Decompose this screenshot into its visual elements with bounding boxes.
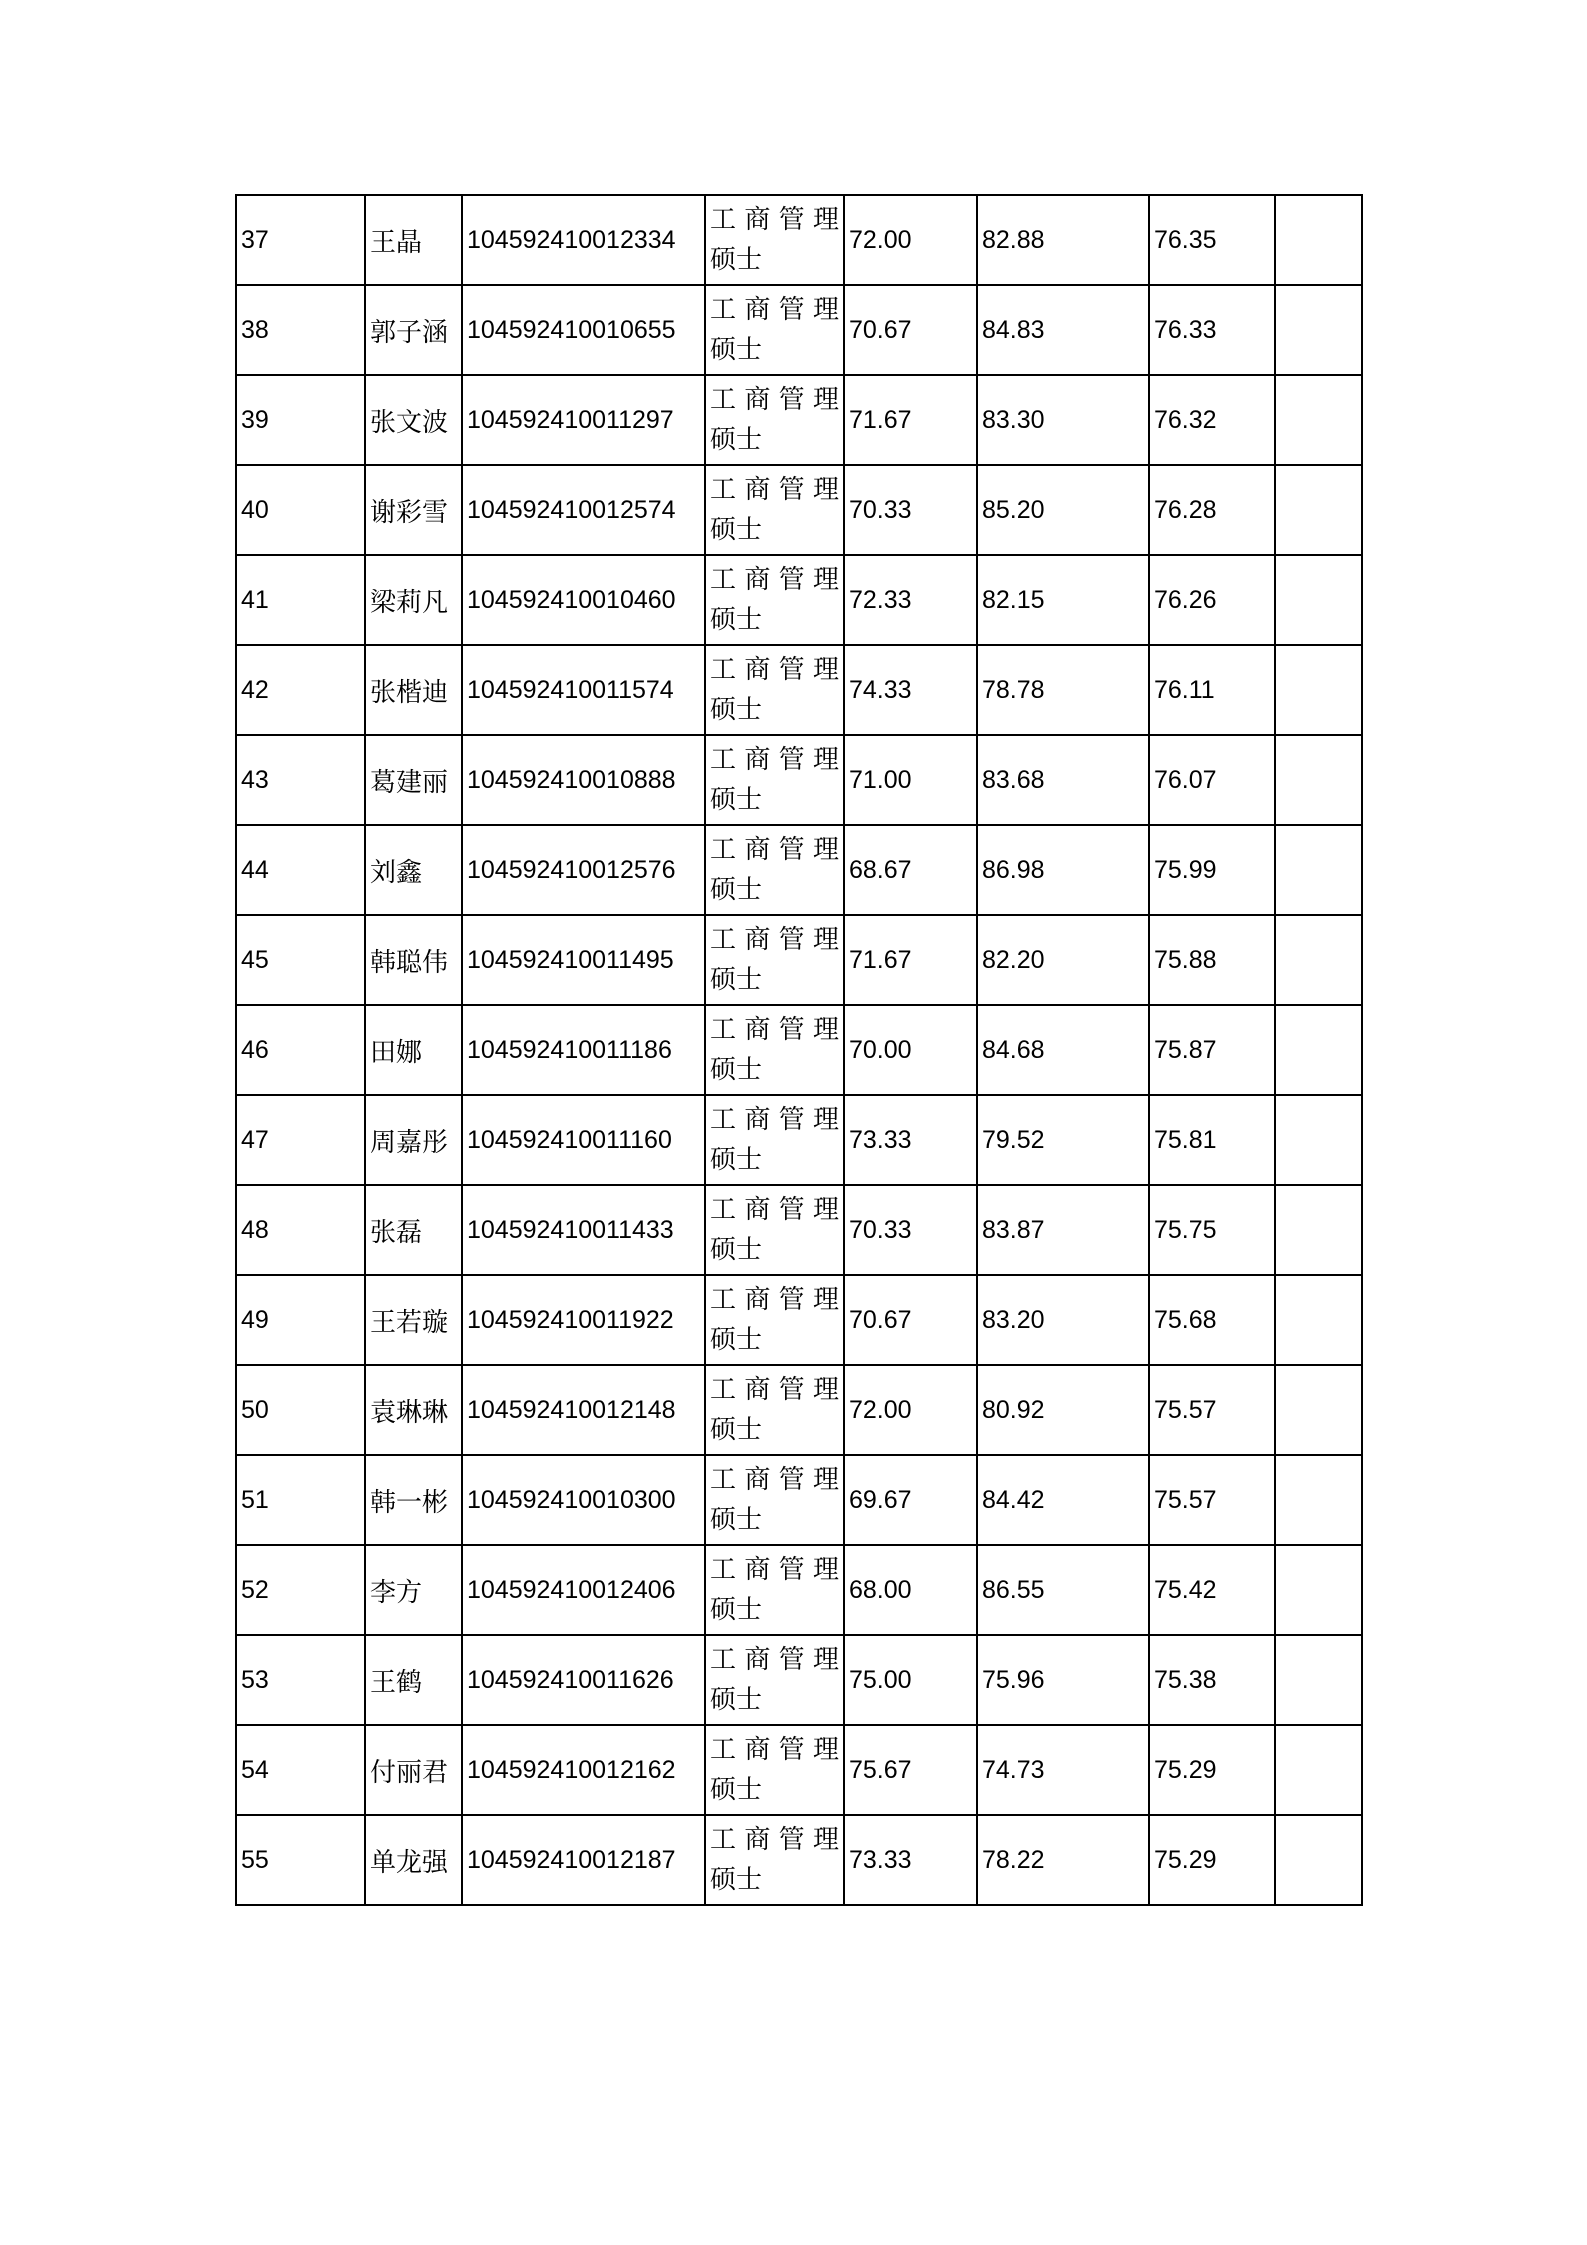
note-cell <box>1275 1725 1362 1815</box>
name-cell: 田娜 <box>365 1005 462 1095</box>
major-line1: 工商管理 <box>710 565 839 595</box>
rank-cell: 41 <box>236 555 365 645</box>
total-score-cell: 75.81 <box>1149 1095 1275 1185</box>
major-line2: 硕士 <box>710 605 763 635</box>
score2-cell: 84.83 <box>977 285 1149 375</box>
score2-cell: 83.30 <box>977 375 1149 465</box>
major-line1: 工商管理 <box>710 475 839 505</box>
table-body <box>236 195 1362 1905</box>
table-row <box>236 285 1362 375</box>
exam-id-cell: 104592410011297 <box>462 375 705 465</box>
exam-id-cell: 104592410010655 <box>462 285 705 375</box>
note-cell <box>1275 1275 1362 1365</box>
major-line1: 工商管理 <box>710 925 839 955</box>
major-line1: 工商管理 <box>710 1555 839 1585</box>
total-score-cell: 76.07 <box>1149 735 1275 825</box>
score1-cell: 69.67 <box>844 1455 977 1545</box>
table-row <box>236 915 1362 1005</box>
rank-cell: 37 <box>236 195 365 285</box>
major-cell <box>705 735 844 825</box>
name-cell: 张楷迪 <box>365 645 462 735</box>
exam-id-cell: 104592410010460 <box>462 555 705 645</box>
name-cell: 谢彩雪 <box>365 465 462 555</box>
major-line2: 硕士 <box>710 1415 763 1445</box>
rank-cell: 38 <box>236 285 365 375</box>
exam-id-cell: 104592410010888 <box>462 735 705 825</box>
major-line1: 工商管理 <box>710 835 839 865</box>
major-cell <box>705 1725 844 1815</box>
score2-cell: 83.20 <box>977 1275 1149 1365</box>
score2-cell: 78.78 <box>977 645 1149 735</box>
note-cell <box>1275 285 1362 375</box>
name-cell: 张文波 <box>365 375 462 465</box>
table-row <box>236 1095 1362 1185</box>
total-score-cell: 75.87 <box>1149 1005 1275 1095</box>
rank-cell: 39 <box>236 375 365 465</box>
note-cell <box>1275 1635 1362 1725</box>
score2-cell: 84.68 <box>977 1005 1149 1095</box>
name-cell: 郭子涵 <box>365 285 462 375</box>
name-cell: 刘鑫 <box>365 825 462 915</box>
major-line1: 工商管理 <box>710 1645 839 1675</box>
major-line1: 工商管理 <box>710 295 839 325</box>
rank-cell: 54 <box>236 1725 365 1815</box>
exam-id-cell: 104592410011433 <box>462 1185 705 1275</box>
major-line1: 工商管理 <box>710 1825 839 1855</box>
exam-id-cell: 104592410011186 <box>462 1005 705 1095</box>
major-line1: 工商管理 <box>710 1375 839 1405</box>
exam-id-cell: 104592410011922 <box>462 1275 705 1365</box>
major-line2: 硕士 <box>710 1055 763 1085</box>
major-line1: 工商管理 <box>710 1465 839 1495</box>
major-line2: 硕士 <box>710 1865 763 1895</box>
score1-cell: 75.00 <box>844 1635 977 1725</box>
major-cell <box>705 915 844 1005</box>
table-row <box>236 1635 1362 1725</box>
score2-cell: 84.42 <box>977 1455 1149 1545</box>
exam-id-cell: 104592410012162 <box>462 1725 705 1815</box>
name-cell: 李方 <box>365 1545 462 1635</box>
major-line2: 硕士 <box>710 1145 763 1175</box>
note-cell <box>1275 1365 1362 1455</box>
note-cell <box>1275 1455 1362 1545</box>
total-score-cell: 75.75 <box>1149 1185 1275 1275</box>
table-row <box>236 1185 1362 1275</box>
major-cell <box>705 1005 844 1095</box>
score2-cell: 82.88 <box>977 195 1149 285</box>
score1-cell: 72.00 <box>844 1365 977 1455</box>
exam-id-cell: 104592410012574 <box>462 465 705 555</box>
major-cell <box>705 1185 844 1275</box>
score2-cell: 82.20 <box>977 915 1149 1005</box>
note-cell <box>1275 1005 1362 1095</box>
table-row <box>236 825 1362 915</box>
rank-cell: 43 <box>236 735 365 825</box>
major-cell <box>705 1365 844 1455</box>
rank-cell: 44 <box>236 825 365 915</box>
table-row <box>236 465 1362 555</box>
note-cell <box>1275 1095 1362 1185</box>
score1-cell: 68.00 <box>844 1545 977 1635</box>
major-line2: 硕士 <box>710 1775 763 1805</box>
table-row <box>236 1545 1362 1635</box>
major-line1: 工商管理 <box>710 745 839 775</box>
score1-cell: 73.33 <box>844 1815 977 1905</box>
exam-id-cell: 104592410010300 <box>462 1455 705 1545</box>
score2-cell: 82.15 <box>977 555 1149 645</box>
major-line2: 硕士 <box>710 785 763 815</box>
total-score-cell: 76.35 <box>1149 195 1275 285</box>
rank-cell: 47 <box>236 1095 365 1185</box>
table-row <box>236 555 1362 645</box>
table-row <box>236 645 1362 735</box>
major-cell <box>705 825 844 915</box>
major-cell <box>705 1275 844 1365</box>
total-score-cell: 76.26 <box>1149 555 1275 645</box>
score1-cell: 70.67 <box>844 1275 977 1365</box>
rank-cell: 40 <box>236 465 365 555</box>
major-line1: 工商管理 <box>710 1015 839 1045</box>
note-cell <box>1275 1545 1362 1635</box>
rank-cell: 53 <box>236 1635 365 1725</box>
major-cell <box>705 375 844 465</box>
name-cell: 韩一彬 <box>365 1455 462 1545</box>
note-cell <box>1275 1185 1362 1275</box>
note-cell <box>1275 645 1362 735</box>
score-table <box>235 194 1363 1906</box>
major-line1: 工商管理 <box>710 205 839 235</box>
major-line1: 工商管理 <box>710 1735 839 1765</box>
rank-cell: 48 <box>236 1185 365 1275</box>
score1-cell: 71.00 <box>844 735 977 825</box>
score1-cell: 70.33 <box>844 1185 977 1275</box>
score1-cell: 72.33 <box>844 555 977 645</box>
major-line2: 硕士 <box>710 1235 763 1265</box>
major-line2: 硕士 <box>710 965 763 995</box>
major-cell <box>705 195 844 285</box>
rank-cell: 45 <box>236 915 365 1005</box>
total-score-cell: 75.57 <box>1149 1455 1275 1545</box>
major-line1: 工商管理 <box>710 1105 839 1135</box>
rank-cell: 52 <box>236 1545 365 1635</box>
major-cell <box>705 1455 844 1545</box>
major-line2: 硕士 <box>710 1595 763 1625</box>
score2-cell: 75.96 <box>977 1635 1149 1725</box>
score1-cell: 72.00 <box>844 195 977 285</box>
exam-id-cell: 104592410012576 <box>462 825 705 915</box>
note-cell <box>1275 825 1362 915</box>
major-line2: 硕士 <box>710 875 763 905</box>
exam-id-cell: 104592410012187 <box>462 1815 705 1905</box>
exam-id-cell: 104592410012334 <box>462 195 705 285</box>
note-cell <box>1275 915 1362 1005</box>
major-line2: 硕士 <box>710 695 763 725</box>
total-score-cell: 76.28 <box>1149 465 1275 555</box>
score1-cell: 68.67 <box>844 825 977 915</box>
name-cell: 单龙强 <box>365 1815 462 1905</box>
rank-cell: 49 <box>236 1275 365 1365</box>
exam-id-cell: 104592410011574 <box>462 645 705 735</box>
major-cell <box>705 285 844 375</box>
name-cell: 葛建丽 <box>365 735 462 825</box>
score1-cell: 71.67 <box>844 375 977 465</box>
major-cell <box>705 645 844 735</box>
score2-cell: 79.52 <box>977 1095 1149 1185</box>
major-cell <box>705 1545 844 1635</box>
name-cell: 周嘉彤 <box>365 1095 462 1185</box>
name-cell: 王鹤 <box>365 1635 462 1725</box>
rank-cell: 50 <box>236 1365 365 1455</box>
score1-cell: 71.67 <box>844 915 977 1005</box>
score2-cell: 83.87 <box>977 1185 1149 1275</box>
table-row <box>236 375 1362 465</box>
note-cell <box>1275 465 1362 555</box>
major-line2: 硕士 <box>710 1325 763 1355</box>
major-line2: 硕士 <box>710 515 763 545</box>
total-score-cell: 75.99 <box>1149 825 1275 915</box>
rank-cell: 46 <box>236 1005 365 1095</box>
score2-cell: 83.68 <box>977 735 1149 825</box>
major-line2: 硕士 <box>710 425 763 455</box>
major-cell <box>705 555 844 645</box>
major-line1: 工商管理 <box>710 385 839 415</box>
table-row <box>236 1005 1362 1095</box>
major-cell <box>705 1815 844 1905</box>
exam-id-cell: 104592410012148 <box>462 1365 705 1455</box>
total-score-cell: 76.32 <box>1149 375 1275 465</box>
total-score-cell: 76.33 <box>1149 285 1275 375</box>
table-row <box>236 1455 1362 1545</box>
major-line2: 硕士 <box>710 335 763 365</box>
score1-cell: 70.00 <box>844 1005 977 1095</box>
major-cell <box>705 465 844 555</box>
note-cell <box>1275 375 1362 465</box>
name-cell: 王若璇 <box>365 1275 462 1365</box>
name-cell: 王晶 <box>365 195 462 285</box>
total-score-cell: 75.57 <box>1149 1365 1275 1455</box>
note-cell <box>1275 735 1362 825</box>
score1-cell: 74.33 <box>844 645 977 735</box>
score1-cell: 73.33 <box>844 1095 977 1185</box>
name-cell: 袁琳琳 <box>365 1365 462 1455</box>
score2-cell: 74.73 <box>977 1725 1149 1815</box>
major-cell <box>705 1095 844 1185</box>
score1-cell: 75.67 <box>844 1725 977 1815</box>
score2-cell: 78.22 <box>977 1815 1149 1905</box>
name-cell: 张磊 <box>365 1185 462 1275</box>
name-cell: 韩聪伟 <box>365 915 462 1005</box>
exam-id-cell: 104592410011160 <box>462 1095 705 1185</box>
exam-id-cell: 104592410012406 <box>462 1545 705 1635</box>
total-score-cell: 76.11 <box>1149 645 1275 735</box>
note-cell <box>1275 195 1362 285</box>
total-score-cell: 75.29 <box>1149 1725 1275 1815</box>
exam-id-cell: 104592410011495 <box>462 915 705 1005</box>
score2-cell: 80.92 <box>977 1365 1149 1455</box>
total-score-cell: 75.88 <box>1149 915 1275 1005</box>
table-row <box>236 1725 1362 1815</box>
table-row <box>236 735 1362 825</box>
major-line2: 硕士 <box>710 1685 763 1715</box>
major-cell <box>705 1635 844 1725</box>
table-row <box>236 1365 1362 1455</box>
score1-cell: 70.33 <box>844 465 977 555</box>
rank-cell: 55 <box>236 1815 365 1905</box>
major-line2: 硕士 <box>710 1505 763 1535</box>
score2-cell: 85.20 <box>977 465 1149 555</box>
total-score-cell: 75.38 <box>1149 1635 1275 1725</box>
major-line2: 硕士 <box>710 245 763 275</box>
table-row <box>236 1815 1362 1905</box>
table-row <box>236 1275 1362 1365</box>
note-cell <box>1275 555 1362 645</box>
score2-cell: 86.55 <box>977 1545 1149 1635</box>
total-score-cell: 75.29 <box>1149 1815 1275 1905</box>
note-cell <box>1275 1815 1362 1905</box>
score1-cell: 70.67 <box>844 285 977 375</box>
major-line1: 工商管理 <box>710 655 839 685</box>
rank-cell: 42 <box>236 645 365 735</box>
name-cell: 付丽君 <box>365 1725 462 1815</box>
major-line1: 工商管理 <box>710 1285 839 1315</box>
exam-id-cell: 104592410011626 <box>462 1635 705 1725</box>
rank-cell: 51 <box>236 1455 365 1545</box>
table-row <box>236 195 1362 285</box>
score2-cell: 86.98 <box>977 825 1149 915</box>
name-cell: 梁莉凡 <box>365 555 462 645</box>
major-line1: 工商管理 <box>710 1195 839 1225</box>
total-score-cell: 75.42 <box>1149 1545 1275 1635</box>
total-score-cell: 75.68 <box>1149 1275 1275 1365</box>
